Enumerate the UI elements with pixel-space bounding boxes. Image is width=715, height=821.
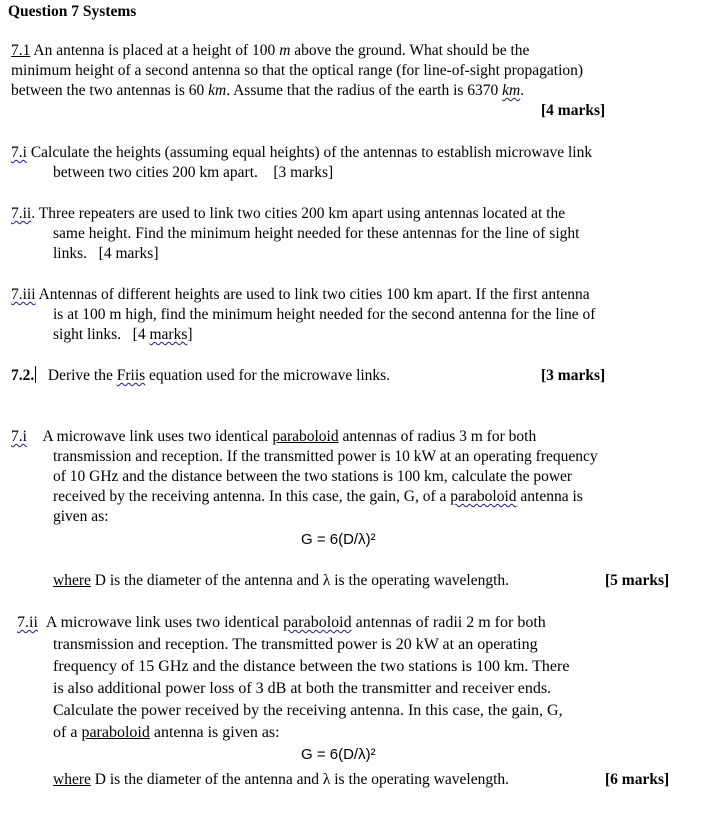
question-text: D is the diameter of the antenna and λ is the operating wavelength.	[94, 771, 510, 788]
question-text: links.	[53, 245, 88, 262]
where-clause	[11, 571, 691, 591]
question-text: . Three repeaters are used to link two cities 200 km apart using antennas located at the	[31, 205, 566, 222]
question-text: between two cities 200 km apart.	[53, 164, 258, 181]
gain-formula: G = 6(D/λ)²	[301, 531, 376, 548]
unit: km	[208, 82, 227, 99]
question-number: 7.1	[11, 42, 31, 59]
question-text: A microwave link uses two identical	[45, 614, 280, 631]
marks-label: [3 marks]	[273, 164, 334, 181]
question-text: is also additional power loss of 3 dB at both the transmitter and receiver ends.	[53, 680, 552, 697]
question-text: given as:	[53, 508, 109, 525]
question-number: 7.ii	[17, 614, 38, 631]
question-text: D is the diameter of the antenna and λ is the operating wavelength.	[94, 572, 510, 589]
question-text: transmission and reception. If the transmitted power is 10 kW at an operating frequency	[53, 448, 598, 465]
question-number: 7.i	[11, 428, 27, 445]
question-text: received by the receiving antenna. In this case, the gain, G, of a	[53, 488, 447, 505]
question-text: Calculate the heights (assuming equal heights) of the antennas to establish microwave link	[30, 144, 593, 161]
question-text: antennas of radii 2 m for both	[355, 614, 546, 631]
marks-label: [5 marks]	[605, 572, 670, 589]
marks-label: [4 marks]	[132, 326, 193, 343]
marks-label: [6 marks]	[605, 771, 670, 788]
question-text: antennas of radius 3 m for both	[342, 428, 537, 445]
question-7-1	[11, 41, 691, 101]
question-7-2-ii	[11, 612, 681, 744]
unit: m	[279, 42, 291, 59]
question-text: minimum height of a second antenna so that the optical range (for line-of-sight propagation)	[11, 62, 584, 79]
question-text: paraboloid	[81, 724, 150, 741]
where-clause	[11, 770, 691, 790]
marks-label: [4 marks]	[98, 245, 159, 262]
question-text: .	[520, 82, 525, 99]
question-7-i	[11, 143, 691, 183]
question-7-iii	[11, 285, 691, 345]
question-text: Antennas of different heights are used to link two cities 100 km apart. If the first antenna	[38, 286, 590, 303]
question-text: transmission and reception. The transmitted power is 20 kW at an operating	[53, 636, 538, 653]
question-number: 7.i	[11, 144, 27, 161]
marks-label: [3 marks]	[541, 367, 606, 384]
question-text: where	[53, 572, 91, 589]
question-number: 7.ii	[11, 205, 32, 222]
marks-label: [4 marks]	[541, 102, 606, 119]
question-text: An antenna is placed at a height of 100	[33, 42, 276, 59]
question-7-ii	[11, 204, 691, 264]
question-text: antenna is	[520, 488, 583, 505]
question-text: above the ground. What should be the	[294, 42, 530, 59]
unit: km	[502, 82, 521, 99]
question-text: between the two antennas is 60	[11, 82, 205, 99]
question-number: 7.iii	[11, 286, 36, 303]
question-text: of 10 GHz and the distance between the two stations is 100 km, calculate the power	[53, 468, 573, 485]
question-7-2-i	[11, 427, 691, 527]
question-number: 7.2.	[11, 367, 35, 384]
question-text: is at 100 m high, find the minimum height needed for the second antenna for the line of	[53, 306, 596, 323]
question-text: Derive the	[47, 367, 113, 384]
question-text: same height. Find the minimum height needed for these antennas for the line of sight	[53, 225, 580, 242]
question-text: frequency of 15 GHz and the distance between the two stations is 100 km. There	[53, 658, 570, 675]
question-text: . Assume that the radius of the earth is 6370	[226, 82, 499, 99]
question-text: paraboloid	[450, 488, 517, 505]
question-text: A microwave link uses two identical	[42, 428, 269, 445]
question-text: sight links.	[53, 326, 122, 343]
question-text: antenna is given as:	[153, 724, 280, 741]
question-text: of a	[53, 724, 78, 741]
gain-formula: G = 6(D/λ)²	[301, 746, 376, 763]
section-title: Question 7 Systems	[8, 3, 137, 20]
question-text: Friis	[116, 367, 146, 384]
question-text: equation used for the microwave links.	[149, 367, 391, 384]
question-text: paraboloid	[272, 428, 339, 445]
question-text: Calculate the power received by the receiving antenna. In this case, the gain, G,	[53, 702, 563, 719]
question-text: paraboloid	[283, 614, 352, 631]
text-cursor	[35, 366, 36, 383]
question-text: where	[53, 771, 91, 788]
